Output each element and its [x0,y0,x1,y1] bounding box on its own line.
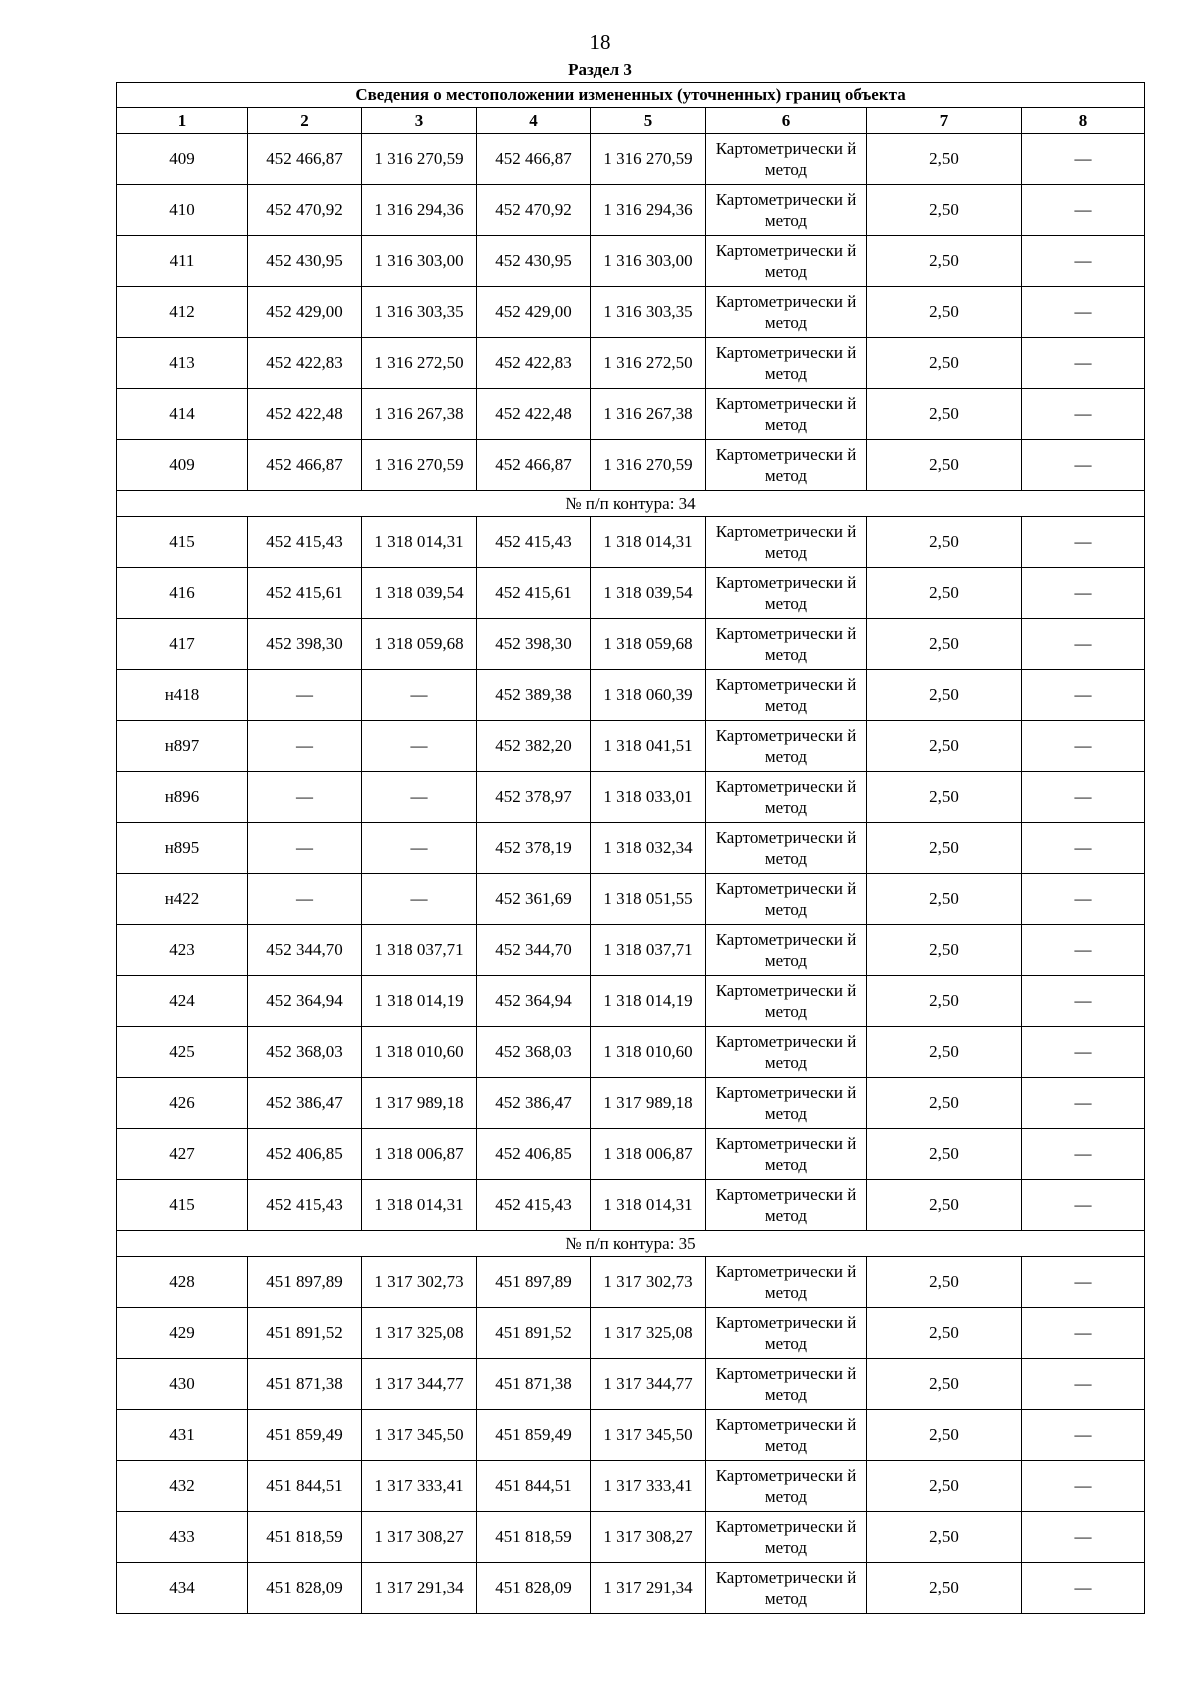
new-y-cell: 1 317 308,27 [591,1512,706,1563]
new-x-cell: 452 378,19 [477,823,591,874]
table-title: Сведения о местоположении измененных (уточненных) границ объекта [117,83,1145,108]
point-number-cell: н418 [117,670,248,721]
new-x-cell: 452 466,87 [477,134,591,185]
new-x-cell: 452 344,70 [477,925,591,976]
new-x-cell: 451 844,51 [477,1461,591,1512]
accuracy-cell: 2,50 [867,670,1022,721]
old-x-cell: 451 891,52 [248,1308,362,1359]
method-cell: Картометрически й метод [706,619,867,670]
new-x-cell: 452 378,97 [477,772,591,823]
old-x-cell: 452 429,00 [248,287,362,338]
old-x-cell: — [248,721,362,772]
point-number-cell: 423 [117,925,248,976]
description-cell: — [1022,772,1145,823]
new-x-cell: 452 415,61 [477,568,591,619]
description-cell: — [1022,619,1145,670]
new-y-cell: 1 317 333,41 [591,1461,706,1512]
description-cell: — [1022,568,1145,619]
old-x-cell: 452 466,87 [248,440,362,491]
table-row [117,1180,1145,1231]
old-y-cell: 1 318 037,71 [362,925,477,976]
new-y-cell: 1 318 014,31 [591,1180,706,1231]
accuracy-cell: 2,50 [867,1129,1022,1180]
new-x-cell: 452 466,87 [477,440,591,491]
table-row [117,568,1145,619]
old-x-cell: 451 871,38 [248,1359,362,1410]
column-number: 6 [706,108,867,134]
method-cell: Картометрически й метод [706,236,867,287]
new-x-cell: 452 382,20 [477,721,591,772]
description-cell: — [1022,1563,1145,1614]
old-x-cell: 452 470,92 [248,185,362,236]
new-x-cell: 452 430,95 [477,236,591,287]
accuracy-cell: 2,50 [867,185,1022,236]
column-number: 5 [591,108,706,134]
table-body [117,83,1145,1614]
coordinates-table [116,82,1145,1614]
accuracy-cell: 2,50 [867,1359,1022,1410]
old-y-cell: 1 317 989,18 [362,1078,477,1129]
description-cell: — [1022,874,1145,925]
point-number-cell: 424 [117,976,248,1027]
accuracy-cell: 2,50 [867,1563,1022,1614]
description-cell: — [1022,670,1145,721]
table-row [117,1078,1145,1129]
accuracy-cell: 2,50 [867,1461,1022,1512]
accuracy-cell: 2,50 [867,1027,1022,1078]
table-row [117,287,1145,338]
accuracy-cell: 2,50 [867,568,1022,619]
old-x-cell: 452 386,47 [248,1078,362,1129]
column-number-row [117,108,1145,134]
old-x-cell: 451 859,49 [248,1410,362,1461]
table-row [117,517,1145,568]
new-x-cell: 452 422,83 [477,338,591,389]
section-title: Раздел 3 [568,60,632,79]
new-x-cell: 452 386,47 [477,1078,591,1129]
point-number-cell: 411 [117,236,248,287]
accuracy-cell: 2,50 [867,1180,1022,1231]
method-cell: Картометрически й метод [706,1512,867,1563]
contour-header-row [117,491,1145,517]
old-x-cell: 452 344,70 [248,925,362,976]
old-y-cell: 1 317 345,50 [362,1410,477,1461]
method-cell: Картометрически й метод [706,338,867,389]
old-y-cell: 1 316 270,59 [362,440,477,491]
old-x-cell: — [248,772,362,823]
old-x-cell: 452 406,85 [248,1129,362,1180]
old-x-cell: 452 415,43 [248,517,362,568]
accuracy-cell: 2,50 [867,517,1022,568]
new-y-cell: 1 318 039,54 [591,568,706,619]
description-cell: — [1022,721,1145,772]
table-row [117,823,1145,874]
table-row [117,772,1145,823]
old-x-cell: 451 818,59 [248,1512,362,1563]
column-number: 7 [867,108,1022,134]
description-cell: — [1022,517,1145,568]
new-x-cell: 451 859,49 [477,1410,591,1461]
column-number: 8 [1022,108,1145,134]
new-y-cell: 1 317 325,08 [591,1308,706,1359]
old-x-cell: 452 430,95 [248,236,362,287]
new-x-cell: 452 470,92 [477,185,591,236]
description-cell: — [1022,1359,1145,1410]
old-x-cell: 452 415,61 [248,568,362,619]
old-y-cell: 1 318 039,54 [362,568,477,619]
accuracy-cell: 2,50 [867,1257,1022,1308]
point-number-cell: 428 [117,1257,248,1308]
contour-label: № п/п контура: 34 [117,491,1145,517]
point-number-cell: н897 [117,721,248,772]
old-x-cell: — [248,874,362,925]
old-y-cell: 1 318 014,31 [362,517,477,568]
method-cell: Картометрически й метод [706,721,867,772]
description-cell: — [1022,1512,1145,1563]
table-row [117,236,1145,287]
accuracy-cell: 2,50 [867,1512,1022,1563]
method-cell: Картометрически й метод [706,925,867,976]
old-y-cell: 1 317 344,77 [362,1359,477,1410]
table-row [117,874,1145,925]
description-cell: — [1022,823,1145,874]
new-x-cell: 452 364,94 [477,976,591,1027]
old-x-cell: 452 415,43 [248,1180,362,1231]
old-y-cell: — [362,874,477,925]
description-cell: — [1022,1129,1145,1180]
old-y-cell: 1 316 272,50 [362,338,477,389]
accuracy-cell: 2,50 [867,721,1022,772]
method-cell: Картометрически й метод [706,1563,867,1614]
accuracy-cell: 2,50 [867,976,1022,1027]
method-cell: Картометрически й метод [706,1180,867,1231]
table-title-row [117,83,1145,108]
point-number-cell: н895 [117,823,248,874]
old-x-cell: 452 398,30 [248,619,362,670]
point-number-cell: 415 [117,1180,248,1231]
old-y-cell: 1 316 303,35 [362,287,477,338]
accuracy-cell: 2,50 [867,287,1022,338]
method-cell: Картометрически й метод [706,1359,867,1410]
table-row [117,1461,1145,1512]
new-x-cell: 452 406,85 [477,1129,591,1180]
old-x-cell: 452 422,83 [248,338,362,389]
description-cell: — [1022,1027,1145,1078]
old-x-cell: 452 466,87 [248,134,362,185]
point-number-cell: 417 [117,619,248,670]
method-cell: Картометрически й метод [706,134,867,185]
accuracy-cell: 2,50 [867,389,1022,440]
old-y-cell: 1 316 270,59 [362,134,477,185]
description-cell: — [1022,1461,1145,1512]
table-row [117,721,1145,772]
new-x-cell: 451 871,38 [477,1359,591,1410]
accuracy-cell: 2,50 [867,823,1022,874]
table-row [117,1308,1145,1359]
new-x-cell: 452 389,38 [477,670,591,721]
old-x-cell: 452 422,48 [248,389,362,440]
method-cell: Картометрически й метод [706,1461,867,1512]
description-cell: — [1022,236,1145,287]
point-number-cell: 413 [117,338,248,389]
table-row [117,1257,1145,1308]
old-y-cell: — [362,772,477,823]
new-y-cell: 1 316 303,00 [591,236,706,287]
description-cell: — [1022,440,1145,491]
table-row [117,389,1145,440]
contour-label: № п/п контура: 35 [117,1231,1145,1257]
old-x-cell: 451 828,09 [248,1563,362,1614]
new-y-cell: 1 318 014,31 [591,517,706,568]
new-y-cell: 1 318 033,01 [591,772,706,823]
point-number-cell: 416 [117,568,248,619]
point-number-cell: н422 [117,874,248,925]
old-y-cell: — [362,823,477,874]
accuracy-cell: 2,50 [867,1078,1022,1129]
description-cell: — [1022,1410,1145,1461]
point-number-cell: 431 [117,1410,248,1461]
table-row [117,670,1145,721]
column-number: 2 [248,108,362,134]
accuracy-cell: 2,50 [867,1308,1022,1359]
page-number: 18 [589,30,611,54]
accuracy-cell: 2,50 [867,874,1022,925]
table-row [117,134,1145,185]
point-number-cell: 414 [117,389,248,440]
point-number-cell: 427 [117,1129,248,1180]
point-number-cell: 409 [117,134,248,185]
description-cell: — [1022,338,1145,389]
table-row [117,338,1145,389]
old-y-cell: 1 317 308,27 [362,1512,477,1563]
new-x-cell: 451 891,52 [477,1308,591,1359]
method-cell: Картометрически й метод [706,670,867,721]
table-row [117,1359,1145,1410]
method-cell: Картометрически й метод [706,1129,867,1180]
description-cell: — [1022,389,1145,440]
table-row [117,1512,1145,1563]
old-y-cell: — [362,670,477,721]
table-row [117,1129,1145,1180]
new-y-cell: 1 316 272,50 [591,338,706,389]
new-x-cell: 452 415,43 [477,517,591,568]
old-x-cell: — [248,670,362,721]
new-x-cell: 451 828,09 [477,1563,591,1614]
old-y-cell: 1 316 294,36 [362,185,477,236]
method-cell: Картометрически й метод [706,287,867,338]
new-x-cell: 451 818,59 [477,1512,591,1563]
accuracy-cell: 2,50 [867,338,1022,389]
description-cell: — [1022,185,1145,236]
column-number: 3 [362,108,477,134]
old-y-cell: 1 318 059,68 [362,619,477,670]
accuracy-cell: 2,50 [867,772,1022,823]
old-x-cell: — [248,823,362,874]
old-y-cell: 1 316 303,00 [362,236,477,287]
old-y-cell: 1 318 010,60 [362,1027,477,1078]
method-cell: Картометрически й метод [706,823,867,874]
column-number: 4 [477,108,591,134]
method-cell: Картометрически й метод [706,568,867,619]
new-y-cell: 1 318 041,51 [591,721,706,772]
method-cell: Картометрически й метод [706,1027,867,1078]
new-y-cell: 1 316 294,36 [591,185,706,236]
method-cell: Картометрически й метод [706,1257,867,1308]
description-cell: — [1022,925,1145,976]
point-number-cell: 410 [117,185,248,236]
old-y-cell: 1 317 291,34 [362,1563,477,1614]
method-cell: Картометрически й метод [706,440,867,491]
new-y-cell: 1 318 006,87 [591,1129,706,1180]
point-number-cell: 415 [117,517,248,568]
table-row [117,1410,1145,1461]
new-x-cell: 452 415,43 [477,1180,591,1231]
description-cell: — [1022,134,1145,185]
new-y-cell: 1 317 989,18 [591,1078,706,1129]
method-cell: Картометрически й метод [706,1308,867,1359]
point-number-cell: 434 [117,1563,248,1614]
method-cell: Картометрически й метод [706,874,867,925]
table-row [117,185,1145,236]
new-y-cell: 1 316 267,38 [591,389,706,440]
accuracy-cell: 2,50 [867,1410,1022,1461]
new-y-cell: 1 317 344,77 [591,1359,706,1410]
description-cell: — [1022,1257,1145,1308]
point-number-cell: 430 [117,1359,248,1410]
table-row [117,440,1145,491]
new-y-cell: 1 318 059,68 [591,619,706,670]
method-cell: Картометрически й метод [706,389,867,440]
table-row [117,619,1145,670]
accuracy-cell: 2,50 [867,619,1022,670]
new-y-cell: 1 317 345,50 [591,1410,706,1461]
new-y-cell: 1 318 014,19 [591,976,706,1027]
column-number: 1 [117,108,248,134]
new-y-cell: 1 318 060,39 [591,670,706,721]
method-cell: Картометрически й метод [706,772,867,823]
point-number-cell: 425 [117,1027,248,1078]
new-x-cell: 451 897,89 [477,1257,591,1308]
old-x-cell: 451 897,89 [248,1257,362,1308]
point-number-cell: 426 [117,1078,248,1129]
description-cell: — [1022,1078,1145,1129]
table-row [117,925,1145,976]
new-y-cell: 1 318 037,71 [591,925,706,976]
old-y-cell: 1 318 014,19 [362,976,477,1027]
method-cell: Картометрически й метод [706,185,867,236]
method-cell: Картометрически й метод [706,976,867,1027]
old-y-cell: 1 318 014,31 [362,1180,477,1231]
old-y-cell: 1 316 267,38 [362,389,477,440]
description-cell: — [1022,1308,1145,1359]
new-x-cell: 452 361,69 [477,874,591,925]
old-x-cell: 452 368,03 [248,1027,362,1078]
point-number-cell: 412 [117,287,248,338]
table-row [117,1027,1145,1078]
point-number-cell: 429 [117,1308,248,1359]
contour-header-row [117,1231,1145,1257]
point-number-cell: н896 [117,772,248,823]
new-x-cell: 452 398,30 [477,619,591,670]
description-cell: — [1022,287,1145,338]
new-y-cell: 1 318 032,34 [591,823,706,874]
new-x-cell: 452 422,48 [477,389,591,440]
point-number-cell: 433 [117,1512,248,1563]
new-y-cell: 1 318 051,55 [591,874,706,925]
new-y-cell: 1 316 270,59 [591,134,706,185]
description-cell: — [1022,976,1145,1027]
new-x-cell: 452 368,03 [477,1027,591,1078]
old-x-cell: 452 364,94 [248,976,362,1027]
point-number-cell: 432 [117,1461,248,1512]
method-cell: Картометрически й метод [706,517,867,568]
new-y-cell: 1 316 270,59 [591,440,706,491]
accuracy-cell: 2,50 [867,440,1022,491]
accuracy-cell: 2,50 [867,236,1022,287]
new-y-cell: 1 317 291,34 [591,1563,706,1614]
new-y-cell: 1 316 303,35 [591,287,706,338]
new-y-cell: 1 318 010,60 [591,1027,706,1078]
method-cell: Картометрически й метод [706,1078,867,1129]
table-row [117,976,1145,1027]
description-cell: — [1022,1180,1145,1231]
accuracy-cell: 2,50 [867,134,1022,185]
old-y-cell: — [362,721,477,772]
accuracy-cell: 2,50 [867,925,1022,976]
old-y-cell: 1 318 006,87 [362,1129,477,1180]
point-number-cell: 409 [117,440,248,491]
table-row [117,1563,1145,1614]
method-cell: Картометрически й метод [706,1410,867,1461]
old-x-cell: 451 844,51 [248,1461,362,1512]
new-y-cell: 1 317 302,73 [591,1257,706,1308]
old-y-cell: 1 317 302,73 [362,1257,477,1308]
new-x-cell: 452 429,00 [477,287,591,338]
old-y-cell: 1 317 325,08 [362,1308,477,1359]
old-y-cell: 1 317 333,41 [362,1461,477,1512]
